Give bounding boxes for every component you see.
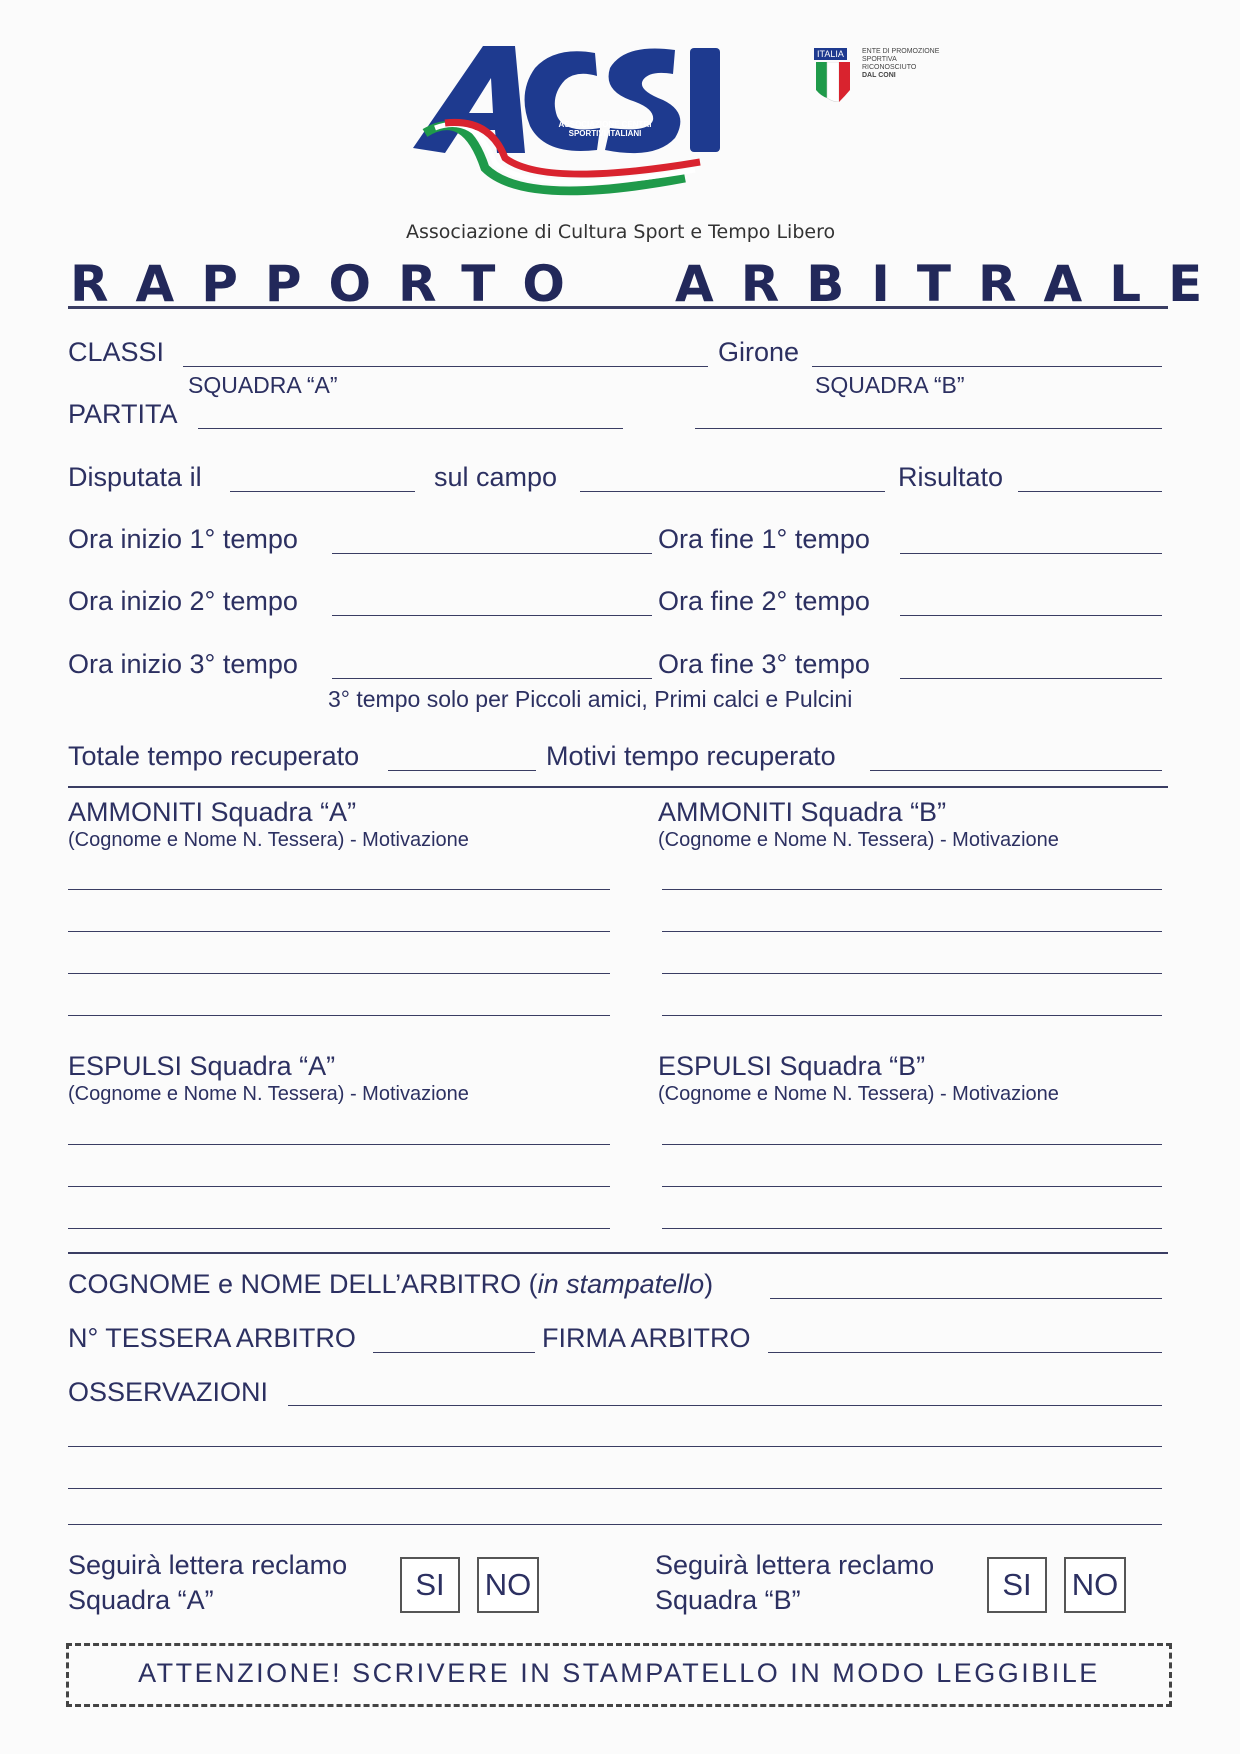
firma-arbitro-label: FIRMA ARBITRO xyxy=(542,1323,751,1353)
reclamo-a-si-checkbox[interactable]: SI xyxy=(400,1557,460,1613)
logo-subtitle: ASSOCIAZIONE CENTRI SPORTIVI ITALIANI xyxy=(558,120,652,138)
espulsi-b-line[interactable] xyxy=(662,1186,1162,1187)
badge-text xyxy=(862,48,939,80)
espulsi-b-title: ESPULSI Squadra “B” xyxy=(658,1051,926,1081)
ammoniti-b-line[interactable] xyxy=(662,973,1162,974)
note-3-tempo: 3° tempo solo per Piccoli amici, Primi calci e Pulcini xyxy=(328,686,853,712)
espulsi-a-line[interactable] xyxy=(68,1228,610,1229)
title-arbitrale: ARBITRALE xyxy=(675,255,1230,313)
coni-badge xyxy=(812,46,962,106)
motivi-tempo-field[interactable] xyxy=(870,770,1162,771)
title-underline xyxy=(68,306,1168,309)
ammoniti-b-title: AMMONITI Squadra “B” xyxy=(658,797,947,827)
girone-label: Girone xyxy=(718,337,800,367)
reclamo-a-no-checkbox[interactable]: NO xyxy=(477,1557,539,1613)
reclamo-a-line1: Seguirà lettera reclamo xyxy=(68,1550,348,1580)
ammoniti-b-line[interactable] xyxy=(662,1015,1162,1016)
ammoniti-a-line[interactable] xyxy=(68,973,610,974)
ora-inizio-3-field[interactable] xyxy=(332,678,652,679)
reclamo-a-team: Squadra “A” xyxy=(68,1585,214,1615)
ammoniti-b-subtitle: (Cognome e Nome N. Tessera) - Motivazione xyxy=(658,829,1059,851)
ora-fine-1-label: Ora fine 1° tempo xyxy=(658,524,870,554)
section-divider xyxy=(68,1252,1168,1254)
squadra-b-label: SQUADRA “B” xyxy=(815,372,965,398)
ora-inizio-2-label: Ora inizio 2° tempo xyxy=(68,586,298,616)
arbitro-nome-label xyxy=(68,1268,713,1300)
ora-fine-3-field[interactable] xyxy=(900,678,1162,679)
disputata-label: Disputata il xyxy=(68,462,202,492)
espulsi-a-line[interactable] xyxy=(68,1186,610,1187)
espulsi-b-line[interactable] xyxy=(662,1144,1162,1145)
osservazioni-line[interactable] xyxy=(68,1446,1162,1447)
partita-label: PARTITA xyxy=(68,399,178,429)
osservazioni-field[interactable] xyxy=(288,1405,1162,1406)
firma-arbitro-field[interactable] xyxy=(768,1352,1162,1353)
ora-inizio-1-label: Ora inizio 1° tempo xyxy=(68,524,298,554)
osservazioni-line[interactable] xyxy=(68,1488,1162,1489)
partita-squadra-a-field[interactable] xyxy=(198,428,623,429)
arbitro-nome-italic: in stampatello xyxy=(537,1269,705,1299)
tessera-arbitro-label: N° TESSERA ARBITRO xyxy=(68,1323,356,1353)
disputata-field[interactable] xyxy=(230,491,415,492)
espulsi-a-subtitle: (Cognome e Nome N. Tessera) - Motivazione xyxy=(68,1083,469,1105)
ammoniti-b-line[interactable] xyxy=(662,931,1162,932)
totale-tempo-label: Totale tempo recuperato xyxy=(68,741,360,771)
reclamo-b-si-checkbox[interactable]: SI xyxy=(987,1557,1047,1613)
ammoniti-a-line[interactable] xyxy=(68,889,610,890)
ora-inizio-3-label: Ora inizio 3° tempo xyxy=(68,649,298,679)
badge-line: RICONOSCIUTO xyxy=(862,64,917,71)
arbitro-nome-text: COGNOME e NOME DELL’ARBITRO ( xyxy=(68,1269,538,1299)
italian-shield-icon xyxy=(816,62,850,102)
acsi-logo xyxy=(405,38,785,213)
arbitro-nome-field[interactable] xyxy=(770,1298,1162,1299)
squadra-a-label: SQUADRA “A” xyxy=(188,372,338,398)
espulsi-b-line[interactable] xyxy=(662,1228,1162,1229)
ammoniti-a-title: AMMONITI Squadra “A” xyxy=(68,797,357,827)
reclamo-b-team: Squadra “B” xyxy=(655,1585,801,1615)
ora-inizio-1-field[interactable] xyxy=(332,553,652,554)
ora-fine-2-field[interactable] xyxy=(900,615,1162,616)
ammoniti-a-line[interactable] xyxy=(68,1015,610,1016)
osservazioni-line[interactable] xyxy=(68,1524,1162,1525)
ora-fine-3-label: Ora fine 3° tempo xyxy=(658,649,870,679)
sul-campo-field[interactable] xyxy=(580,491,885,492)
motivi-tempo-label: Motivi tempo recuperato xyxy=(546,741,836,771)
arbitro-nome-close: ) xyxy=(704,1269,714,1299)
classi-label: CLASSI xyxy=(68,337,165,367)
ora-fine-1-field[interactable] xyxy=(900,553,1162,554)
badge-country: ITALIA xyxy=(814,48,847,60)
warning-text: ATTENZIONE! SCRIVERE IN STAMPATELLO IN MODO LEGGIBILE xyxy=(138,1658,1100,1688)
girone-field[interactable] xyxy=(812,366,1162,367)
sul-campo-label: sul campo xyxy=(434,462,558,492)
risultato-field[interactable] xyxy=(1018,491,1162,492)
espulsi-a-line[interactable] xyxy=(68,1144,610,1145)
ammoniti-b-line[interactable] xyxy=(662,889,1162,890)
badge-line: DAL CONI xyxy=(862,72,896,79)
association-tagline: Associazione di Cultura Sport e Tempo Libero xyxy=(406,221,836,243)
badge-line: SPORTIVA xyxy=(862,56,897,63)
ora-fine-2-label: Ora fine 2° tempo xyxy=(658,586,870,616)
title-rapporto: RAPPORTO xyxy=(70,255,592,313)
ammoniti-a-line[interactable] xyxy=(68,931,610,932)
risultato-label: Risultato xyxy=(898,462,1004,492)
classi-field[interactable] xyxy=(183,366,708,367)
reclamo-b-line1: Seguirà lettera reclamo xyxy=(655,1550,935,1580)
totale-tempo-field[interactable] xyxy=(388,770,536,771)
tessera-arbitro-field[interactable] xyxy=(373,1352,535,1353)
section-divider xyxy=(68,786,1168,788)
reclamo-b-no-checkbox[interactable]: NO xyxy=(1064,1557,1126,1613)
badge-line: ENTE DI PROMOZIONE xyxy=(862,48,940,55)
ora-inizio-2-field[interactable] xyxy=(332,615,652,616)
espulsi-b-subtitle: (Cognome e Nome N. Tessera) - Motivazione xyxy=(658,1083,1059,1105)
osservazioni-label: OSSERVAZIONI xyxy=(68,1377,269,1407)
partita-squadra-b-field[interactable] xyxy=(695,428,1162,429)
espulsi-a-title: ESPULSI Squadra “A” xyxy=(68,1051,336,1081)
ammoniti-a-subtitle: (Cognome e Nome N. Tessera) - Motivazione xyxy=(68,829,469,851)
